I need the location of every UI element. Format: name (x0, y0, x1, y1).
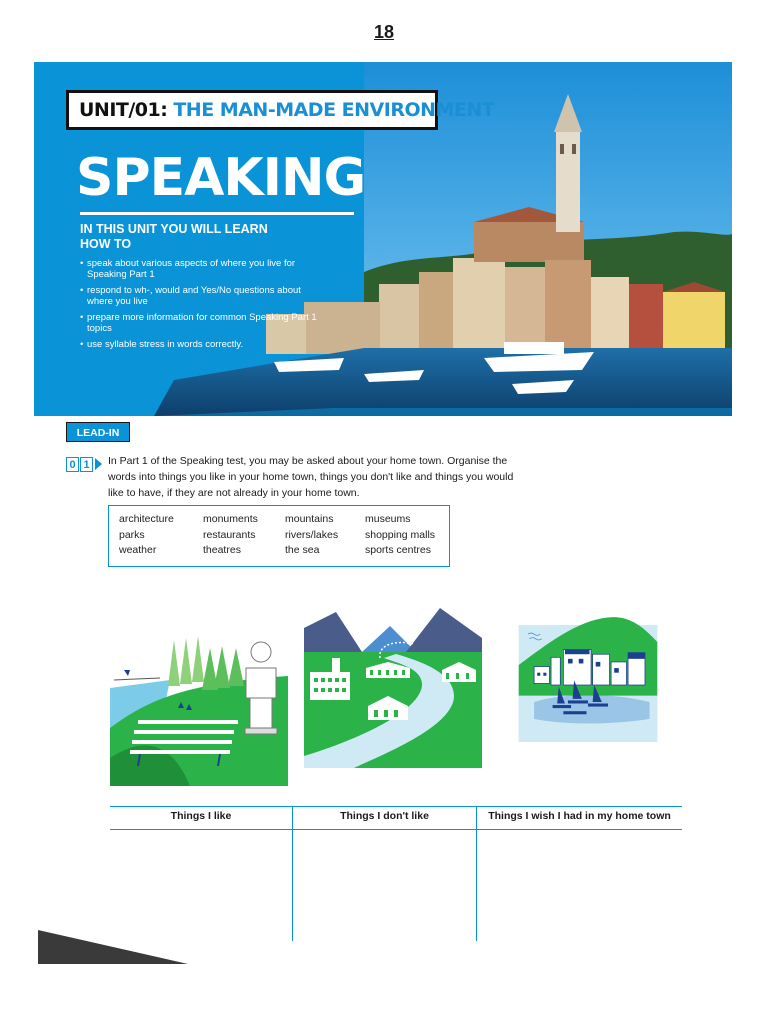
exercise-number (66, 456, 103, 472)
exercise-digit: 1 (80, 457, 93, 472)
objective-item: • speak about various aspects of where you live for Speaking Part 1 (80, 258, 320, 280)
word-item: museums (365, 513, 411, 525)
word-item: architecture (119, 513, 174, 525)
page-number: 18 (373, 22, 395, 42)
word-item: parks (119, 528, 145, 541)
unit-heading (66, 90, 495, 130)
section-title: SPEAKING (76, 148, 366, 208)
word-item: shopping malls (365, 528, 436, 541)
unit-code: UNIT/01: (79, 99, 168, 121)
park-illustration (110, 588, 288, 786)
word-item: the sea (285, 544, 320, 556)
page-corner-shadow (38, 930, 188, 966)
exercise-digit: 0 (66, 457, 79, 472)
objective-item: • prepare more information for common Speaking Part 1 topics (80, 312, 320, 334)
column-divider (292, 806, 293, 941)
objectives-list (80, 258, 320, 355)
harbour-illustration (498, 588, 678, 742)
unit-title: THE MAN-MADE ENVIRONMENT (173, 99, 495, 121)
word-item: mountains (285, 513, 334, 525)
objective-item: • respond to wh-, would and Yes/No questions about where you live (80, 285, 320, 307)
lead-in-badge: LEAD-IN (66, 422, 130, 442)
column-header-like: Things I like (170, 810, 232, 822)
column-header-wish: Things I wish I had in my home town (488, 810, 671, 822)
intro-heading: IN THIS UNIT YOU WILL LEARN HOW TO (80, 222, 268, 251)
word-item: rivers/lakes (285, 528, 339, 541)
unit-banner (34, 62, 732, 416)
objective-item: • use syllable stress in words correctly. (80, 339, 320, 350)
word-item: sports centres (365, 544, 431, 556)
column-header-dislike: Things I don't like (340, 810, 429, 822)
column-divider (476, 806, 477, 941)
word-item: theatres (203, 544, 241, 556)
table-rule (110, 806, 682, 807)
table-rule (110, 829, 682, 830)
title-rule (80, 212, 354, 215)
play-arrow-icon (95, 458, 102, 470)
word-bank (108, 505, 450, 567)
word-item: monuments (203, 513, 258, 525)
word-item: weather (119, 544, 157, 556)
word-item: restaurants (203, 528, 256, 541)
exercise-instructions: In Part 1 of the Speaking test, you may be asked about your home town. Organise the words into things you like in your home town, things you don't like and things you would like to have, if they are not already in your home town. (108, 455, 514, 499)
town-illustration (304, 588, 482, 768)
